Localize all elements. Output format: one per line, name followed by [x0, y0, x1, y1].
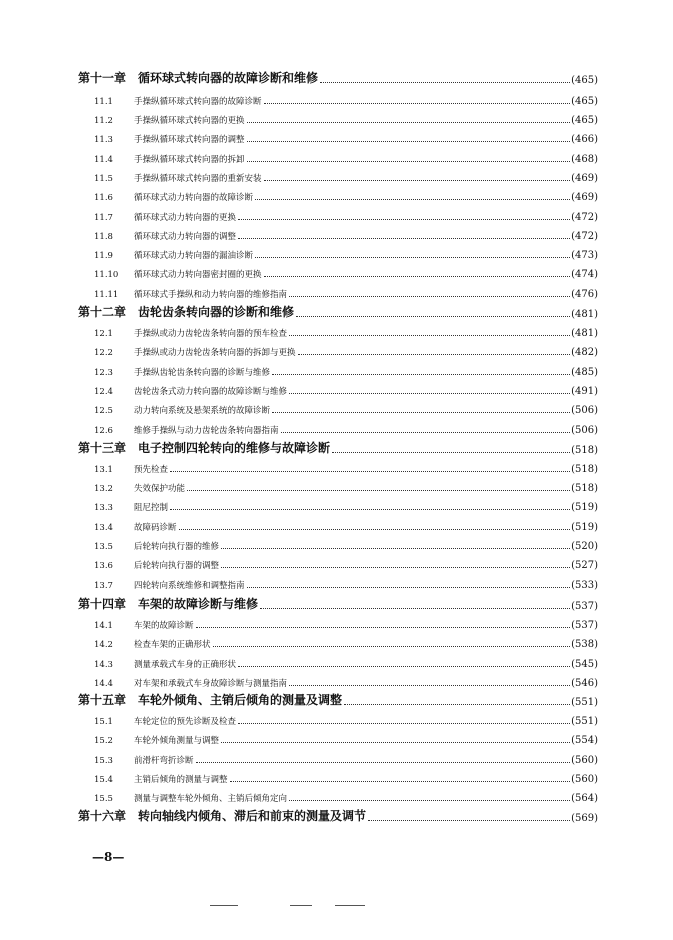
toc-entry-page: (569): [571, 813, 598, 824]
toc-entry-number: 11.9: [94, 251, 113, 261]
dot-leader: [320, 82, 570, 83]
toc-entry-page: (527): [571, 560, 598, 571]
toc-entry-title: 后轮转向执行器的维修: [134, 542, 220, 552]
toc-entry-page: (560): [571, 774, 598, 785]
toc-chapter-row: [78, 690, 598, 708]
toc-entry-number: 14.2: [94, 640, 113, 650]
toc-entry-page: (465): [571, 96, 598, 107]
toc-entry-title: 循环球式手操纵和动力转向器的维修指南: [134, 290, 288, 300]
toc-entry-number: 11.2: [94, 116, 113, 126]
toc-entry-number: 14.3: [94, 660, 113, 670]
toc-entry-number: 12.5: [94, 406, 113, 416]
toc-entry-title: 电子控制四轮转向的维修与故障诊断: [138, 441, 331, 455]
toc-section-row: [94, 343, 598, 358]
dot-leader: [179, 529, 571, 530]
toc-entry-title: 车轮外倾角、主销后倾角的测量及调整: [138, 693, 343, 707]
toc-entry-page: (491): [571, 386, 598, 397]
toc-entry-number: 14.1: [94, 621, 113, 631]
toc-entry-title: 预先检查: [134, 465, 169, 475]
dot-leader: [230, 781, 571, 782]
dot-leader: [289, 393, 570, 394]
toc-entry-title: 循环球式动力转向器的更换: [134, 213, 237, 223]
toc-entry-number: 11.11: [94, 290, 119, 300]
toc-section-row: [94, 401, 598, 416]
toc-section-row: [94, 655, 598, 670]
toc-entry-number: 第十一章: [78, 71, 127, 85]
toc-entry-title: 前滑杆弯折诊断: [134, 756, 194, 766]
toc-entry-title: 后轮转向执行器的调整: [134, 561, 220, 571]
toc-chapter-row: [78, 302, 598, 320]
toc-entry-title: 循环球式动力转向器的故障诊断: [134, 193, 254, 203]
toc-entry-title: 齿轮齿条转向器的诊断和维修: [138, 305, 295, 319]
toc-entry-page: (518): [571, 445, 598, 456]
toc-entry-number: 13.4: [94, 523, 113, 533]
toc-entry-page: (472): [571, 212, 598, 223]
dot-leader: [368, 820, 570, 821]
toc-entry-number: 12.3: [94, 368, 113, 378]
toc-section-row: [94, 130, 598, 145]
toc-entry-page: (472): [571, 231, 598, 242]
toc-entry-number: 11.3: [94, 135, 113, 145]
toc-section-row: [94, 460, 598, 475]
toc-entry-title: 检查车架的正确形状: [134, 640, 211, 650]
toc-entry-title: 维修手操纵与动力齿轮齿条转向器指南: [134, 426, 279, 436]
toc-section-row: [94, 188, 598, 203]
toc-entry-page: (545): [571, 659, 598, 670]
toc-entry-page: (518): [571, 483, 598, 494]
toc-entry-title: 齿轮齿条式动力转向器的故障诊断与维修: [134, 387, 288, 397]
dot-leader: [221, 567, 570, 568]
toc-entry-number: 15.5: [94, 794, 113, 804]
toc-section-row: [94, 616, 598, 631]
toc-entry-page: (465): [571, 115, 598, 126]
toc-entry-title: 动力转向系统及悬架系统的故障诊断: [134, 406, 271, 416]
toc-entry-title: 手操纵或动力齿轮齿条转向器的预车检查: [134, 329, 288, 339]
toc-entry-title: 手操纵齿轮齿条转向器的诊断与维修: [134, 368, 271, 378]
toc-entry-page: (469): [571, 192, 598, 203]
toc-section-row: [94, 751, 598, 766]
dot-leader: [255, 199, 570, 200]
toc-section-row: [94, 227, 598, 242]
toc-entry-number: 13.3: [94, 503, 113, 513]
toc-entry-page: (564): [571, 793, 598, 804]
dot-leader: [344, 704, 570, 705]
toc-entry-page: (560): [571, 755, 598, 766]
toc-section-row: [94, 576, 598, 591]
toc-entry-title: 测量承载式车身的正确形状: [134, 660, 237, 670]
toc-entry-title: 循环球式动力转向器密封圈的更换: [134, 270, 262, 280]
toc-section-row: [94, 265, 598, 280]
toc-entry-title: 循环球式转向器的故障诊断和维修: [138, 71, 319, 85]
dot-leader: [213, 646, 571, 647]
dot-leader: [264, 276, 571, 277]
toc-entry-number: 12.6: [94, 426, 113, 436]
toc-section-row: [94, 150, 598, 165]
toc-entry-number: 11.4: [94, 155, 113, 165]
dot-leader: [281, 432, 571, 433]
toc-entry-title: 车架的故障诊断与维修: [138, 597, 259, 611]
toc-entry-page: (476): [571, 289, 598, 300]
toc-section-row: [94, 635, 598, 650]
dot-leader: [264, 180, 571, 181]
toc-section-row: [94, 556, 598, 571]
toc-entry-page: (520): [571, 541, 598, 552]
dot-leader: [260, 608, 570, 609]
dot-leader: [170, 471, 570, 472]
toc-entry-title: 车轮定位的预先诊断及检查: [134, 717, 237, 727]
toc-entry-page: (519): [571, 522, 598, 533]
toc-entry-number: 13.1: [94, 465, 113, 475]
toc-entry-number: 15.2: [94, 736, 113, 746]
scan-artifact: [335, 905, 365, 906]
dot-leader: [238, 238, 570, 239]
toc-entry-page: (466): [571, 134, 598, 145]
toc-entry-title: 循环球式动力转向器的调整: [134, 232, 237, 242]
toc-section-row: [94, 382, 598, 397]
dot-leader: [238, 219, 570, 220]
toc-entry-title: 手操纵循环球式转向器的调整: [134, 135, 245, 145]
page-number: —8—: [92, 850, 125, 864]
toc-entry-title: 手操纵循环球式转向器的拆卸: [134, 155, 245, 165]
toc-section-row: [94, 479, 598, 494]
dot-leader: [247, 161, 571, 162]
toc-entry-number: 13.5: [94, 542, 113, 552]
toc-entry-title: 失效保护功能: [134, 484, 186, 494]
toc-entry-number: 13.6: [94, 561, 113, 571]
toc-entry-number: 第十四章: [78, 597, 127, 611]
toc-section-row: [94, 770, 598, 785]
toc-entry-number: 15.1: [94, 717, 113, 727]
dot-leader: [264, 103, 571, 104]
toc-entry-title: 手操纵循环球式转向器的更换: [134, 116, 245, 126]
toc-entry-page: (506): [571, 405, 598, 416]
toc-entry-number: 11.7: [94, 213, 113, 223]
dot-leader: [289, 685, 570, 686]
toc-entry-title: 转向轴线内倾角、滞后和前束的测量及调节: [138, 809, 367, 823]
toc-entry-number: 第十二章: [78, 305, 127, 319]
toc-entry-number: 12.2: [94, 348, 113, 358]
toc-entry-number: 14.4: [94, 679, 113, 689]
toc-entry-page: (537): [571, 620, 598, 631]
toc-entry-number: 11.1: [94, 97, 113, 107]
toc-entry-page: (481): [571, 328, 598, 339]
toc-entry-page: (551): [571, 716, 598, 727]
dot-leader: [238, 666, 570, 667]
dot-leader: [289, 296, 570, 297]
toc-entry-title: 故障码诊断: [134, 523, 177, 533]
scan-artifact: [210, 905, 238, 906]
toc-entry-title: 手操纵或动力齿轮齿条转向器的拆卸与更换: [134, 348, 296, 358]
dot-leader: [247, 587, 571, 588]
toc-section-row: [94, 421, 598, 436]
toc-entry-number: 11.5: [94, 174, 113, 184]
toc-section-row: [94, 111, 598, 126]
toc-section-row: [94, 363, 598, 378]
toc-chapter-row: [78, 806, 598, 824]
dot-leader: [289, 335, 570, 336]
toc-entry-page: (533): [571, 580, 598, 591]
dot-leader: [196, 627, 571, 628]
toc-entry-title: 阻尼控制: [134, 503, 169, 513]
toc-entry-title: 测量与调整车轮外倾角、主销后倾角定向: [134, 794, 288, 804]
dot-leader: [247, 141, 571, 142]
toc-section-row: [94, 92, 598, 107]
dot-leader: [296, 316, 570, 317]
toc-entry-page: (551): [571, 697, 598, 708]
toc-entry-number: 13.2: [94, 484, 113, 494]
toc-section-row: [94, 208, 598, 223]
toc-entry-page: (538): [571, 639, 598, 650]
toc-entry-number: 11.6: [94, 193, 113, 203]
toc-entry-title: 车架的故障诊断: [134, 621, 194, 631]
dot-leader: [289, 800, 570, 801]
toc-entry-number: 11.8: [94, 232, 113, 242]
scan-artifact: [290, 905, 312, 906]
toc-entry-number: 15.3: [94, 756, 113, 766]
toc-section-row: [94, 518, 598, 533]
toc-section-row: [94, 498, 598, 513]
toc-entry-title: 四轮转向系统维修和调整指南: [134, 581, 245, 591]
toc-entry-number: 第十五章: [78, 693, 127, 707]
toc-entry-number: 11.10: [94, 270, 119, 280]
toc-entry-title: 对车架和承载式车身故障诊断与测量指南: [134, 679, 288, 689]
toc-entry-page: (546): [571, 678, 598, 689]
toc-section-row: [94, 246, 598, 261]
toc-entry-title: 车轮外倾角测量与调整: [134, 736, 220, 746]
toc-entry-number: 12.4: [94, 387, 113, 397]
toc-entry-page: (465): [571, 75, 598, 86]
dot-leader: [170, 509, 570, 510]
dot-leader: [298, 354, 571, 355]
toc-entry-number: 15.4: [94, 775, 113, 785]
dot-leader: [272, 412, 570, 413]
toc-section-row: [94, 674, 598, 689]
toc-section-row: [94, 789, 598, 804]
toc-entry-page: (474): [571, 269, 598, 280]
toc-entry-page: (537): [571, 601, 598, 612]
toc-section-row: [94, 169, 598, 184]
toc-entry-number: 12.1: [94, 329, 113, 339]
toc-entry-page: (473): [571, 250, 598, 261]
dot-leader: [272, 374, 570, 375]
dot-leader: [187, 490, 570, 491]
toc-entry-page: (481): [571, 309, 598, 320]
toc-entry-page: (468): [571, 154, 598, 165]
dot-leader: [247, 122, 571, 123]
dot-leader: [332, 452, 570, 453]
toc-entry-number: 第十六章: [78, 809, 127, 823]
dot-leader: [221, 548, 570, 549]
toc-chapter-row: [78, 594, 598, 612]
toc-chapter-row: [78, 438, 598, 456]
toc-entry-page: (485): [571, 367, 598, 378]
toc-entry-number: 第十三章: [78, 441, 127, 455]
toc-entry-page: (506): [571, 425, 598, 436]
toc-entry-page: (469): [571, 173, 598, 184]
toc-section-row: [94, 537, 598, 552]
toc-section-row: [94, 731, 598, 746]
dot-leader: [238, 723, 570, 724]
toc-entry-number: 13.7: [94, 581, 113, 591]
toc-section-row: [94, 324, 598, 339]
toc-entry-title: 主销后倾角的测量与调整: [134, 775, 228, 785]
dot-leader: [196, 762, 571, 763]
toc-entry-page: (554): [571, 735, 598, 746]
toc-section-row: [94, 285, 598, 300]
toc-entry-page: (518): [571, 464, 598, 475]
toc-entry-title: 手操纵循环球式转向器的重新安装: [134, 174, 262, 184]
toc-entry-page: (519): [571, 502, 598, 513]
toc-entry-title: 手操纵循环球式转向器的故障诊断: [134, 97, 262, 107]
toc-chapter-row: [78, 68, 598, 86]
dot-leader: [255, 257, 570, 258]
toc-entry-title: 循环球式动力转向器的漏油诊断: [134, 251, 254, 261]
toc-section-row: [94, 712, 598, 727]
toc-entry-page: (482): [571, 347, 598, 358]
dot-leader: [221, 742, 570, 743]
